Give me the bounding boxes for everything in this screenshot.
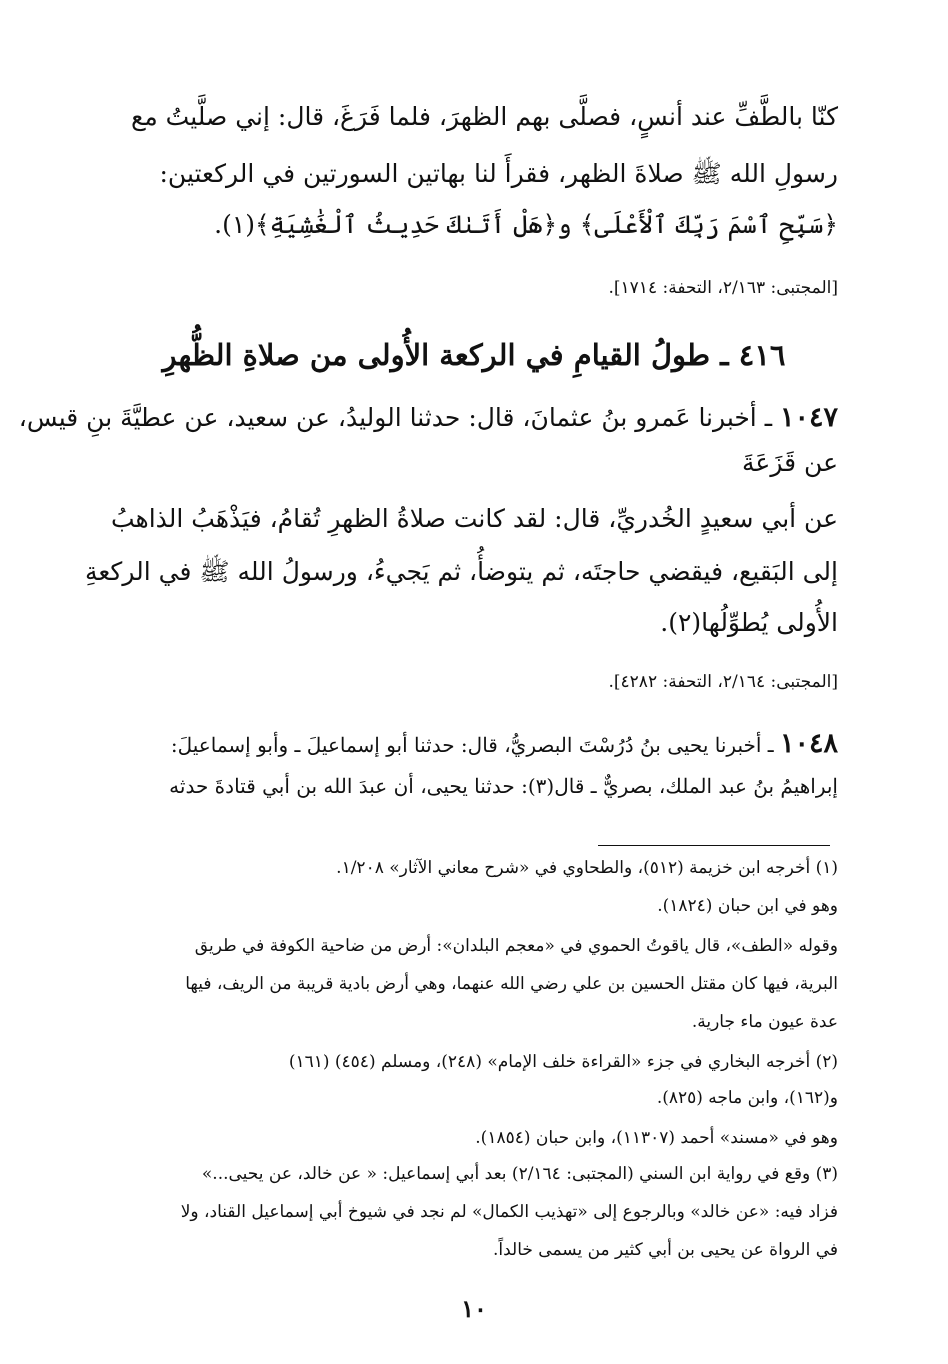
hadith-text-line: عن قَزَعَةَ [742, 448, 838, 477]
hadith-text-line: رسولِ الله ﷺ صلاةَ الظهر، فقرأَ لنا بهاتين السورتين في الركعتين: [159, 159, 838, 188]
footnote-line: و(١٦٢)، وابن ماجه (٨٢٥). [656, 1088, 838, 1108]
footnote-line: (٢) أخرجه البخاري في جزء «القراءة خلف الإمام» (٢٤٨)، ومسلم (٤٥٤) (١٦١) [288, 1052, 838, 1072]
footnote-line: (١) أخرجه ابن خزيمة (٥١٢)، والطحاوي في «شرح معاني الآثار» ١/٢٠٨. [336, 858, 838, 878]
hadith-text-line: عن أبي سعيدٍ الخُدريِّ، قال: لقد كانت صلاةُ الظهرِ تُقامُ، فيَذْهَبُ الذاهبُ [111, 504, 838, 533]
footnote-line: في الرواة عن يحيى بن أبي كثير من يسمى خالداً. [492, 1240, 838, 1260]
footnote-line: وهو في «مسند» أحمد (١١٣٠٧)، وابن حبان (١٨٥٤). [475, 1128, 838, 1148]
hadith-text-line: كنّا بالطَّفِّ عند أنسٍ، فصلَّى بهم الظهرَ، فلما فَرَغَ، قال: إني صلَّيتُ مع [131, 102, 838, 131]
footnote-separator [598, 845, 830, 846]
chapter-heading: ٤١٦ ـ طولُ القيامِ في الركعة الأُولى من صلاةِ الظُّهرِ [162, 338, 786, 372]
hadith-text: ـ أخبرنا يحيى بنُ دُرُسْتَ البصريُّ، قال: حدثنا أبو إسماعيلَ ـ وأبو إسماعيلَ: [170, 733, 774, 757]
hadith-number: ١٠٤٨ [779, 728, 838, 759]
footnote-line: وقوله «الطف»، قال ياقوتُ الحموي في «معجم البلدان»: أرض من ضاحية الكوفة في طريق [194, 936, 838, 956]
hadith-first-line [108, 728, 838, 759]
hadith-text-line: إلى البَقيع، فيقضي حاجتَه، ثم يتوضأُ، ثم يَجيءُ، ورسولُ الله ﷺ في الركعةِ [84, 557, 838, 586]
footnote-line: فزاد فيه: «عن خالد» وبالرجوع إلى «تهذيب الكمال» لم نجد في شيوخ أبي إسماعيل القناد، ولا [180, 1202, 838, 1222]
footnote-line: وهو في ابن حبان (١٨٢٤). [657, 896, 838, 916]
page-number: ١٠ [461, 1294, 487, 1323]
reference-line: [المجتبى: ٢/١٦٤، التحفة: ٤٢٨٢]. [608, 672, 838, 692]
footnote-line: (٣) وقع في رواية ابن السني (المجتبى: ٢/١٦٤) بعد أبي إسماعيل: « عن خالد، عن يحيى...» [201, 1164, 838, 1184]
hadith-text-line: ﴿سَبِّحِ ٱسْمَ رَبِّكَ ٱلْأَعْلَى﴾ و﴿هَلْ أَتَىٰكَ حَدِيثُ ٱلْغَٰشِيَةِ﴾(١). [214, 210, 838, 239]
hadith-text: ـ أخبرنا عَمرو بنُ عثمانَ، قال: حدثنا الوليدُ، عن سعيد، عن عطيَّةَ بنِ قيس، [18, 403, 773, 432]
hadith-first-line [18, 402, 838, 433]
hadith-text-line: إبراهيمُ بنُ عبد الملك، بصريٌّ ـ قال(٣): حدثنا يحيى، أن عبدَ الله بن أبي قتادةَ حدثه [169, 774, 838, 798]
footnote-line: عدة عيون ماء جارية. [691, 1012, 838, 1032]
hadith-number: ١٠٤٧ [779, 402, 838, 433]
reference-line: [المجتبى: ٢/١٦٣، التحفة: ١٧١٤]. [608, 278, 838, 298]
hadith-text-line: الأُولى يُطوِّلُها(٢). [660, 608, 838, 637]
footnote-line: البرية، فيها كان مقتل الحسين بن علي رضي الله عنهما، وهي أرض بادية قريبة من الريف، فيها [185, 974, 838, 994]
